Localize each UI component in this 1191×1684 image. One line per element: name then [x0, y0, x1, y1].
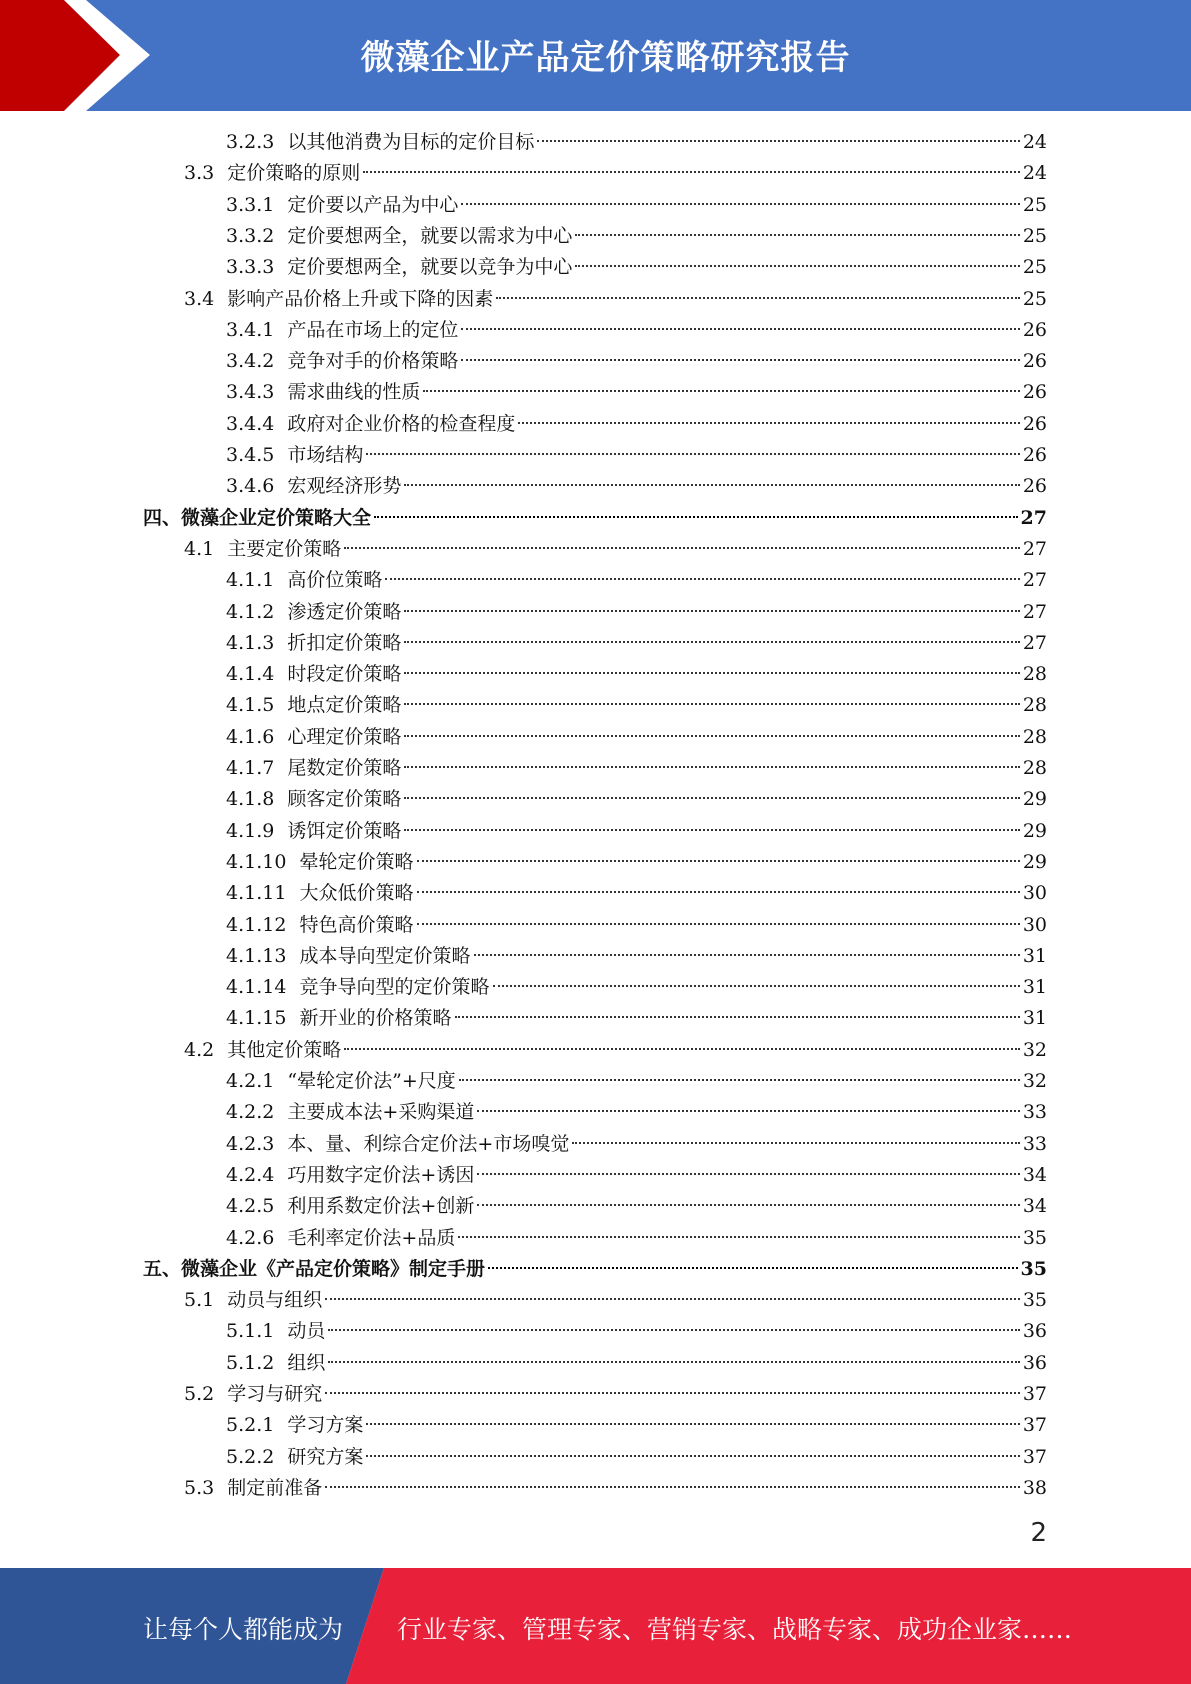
toc-entry-number: 5.3 [184, 1476, 215, 1499]
toc-entry-number: 3.4 [184, 287, 215, 310]
toc-entry[interactable] [226, 127, 1047, 158]
toc-entry-number: 4.1.2 [226, 600, 275, 623]
toc-entry-text: 诱饵定价策略 [287, 819, 402, 842]
toc-entry-number: 4.1.6 [226, 725, 275, 748]
toc-entry-page: 27 [1020, 506, 1047, 529]
toc-dot-leader [477, 1110, 1019, 1112]
toc-entry-page: 24 [1022, 131, 1047, 153]
toc-dot-leader [363, 171, 1020, 173]
toc-entry[interactable] [226, 377, 1047, 408]
toc-entry-page: 37 [1022, 1414, 1047, 1437]
toc-entry[interactable] [226, 816, 1047, 847]
toc-entry-title [226, 1066, 459, 1097]
toc-entry-title [184, 1379, 325, 1410]
toc-entry-text: 市场结构 [287, 444, 364, 466]
toc-entry-page: 37 [1022, 1383, 1047, 1405]
toc-dot-leader [325, 1298, 1020, 1300]
toc-entry-title [226, 221, 575, 252]
toc-entry[interactable] [226, 221, 1047, 252]
toc-entry-text: 微藻企业定价策略大全 [181, 506, 372, 529]
toc-dot-leader [325, 1392, 1020, 1394]
toc-entry-number: 3.4.1 [226, 318, 275, 341]
toc-entry[interactable] [226, 190, 1047, 221]
toc-entry-number: 3.4.6 [226, 475, 275, 498]
toc-entry-page: 38 [1022, 1476, 1047, 1499]
toc-entry-page: 28 [1022, 694, 1047, 717]
toc-entry-text: 组织 [287, 1351, 326, 1374]
toc-dot-leader [518, 422, 1019, 424]
toc-entry-title [226, 471, 404, 502]
toc-entry[interactable] [184, 534, 1047, 565]
toc-entry-number: 3.3 [184, 162, 215, 185]
toc-entry[interactable] [226, 1129, 1047, 1160]
toc-dot-leader [461, 359, 1019, 361]
toc-dot-leader [385, 578, 1019, 580]
toc-entry-number: 5.1 [184, 1289, 215, 1312]
toc-entry-page: 30 [1022, 913, 1047, 936]
toc-entry-title [184, 1285, 325, 1316]
toc-entry-number: 4.1.15 [226, 1007, 287, 1030]
page-header [0, 0, 1191, 111]
toc-entry-number: 4.2.4 [226, 1163, 275, 1186]
toc-entry-number: 4.1.4 [226, 663, 275, 686]
toc-entry-page: 25 [1022, 256, 1047, 279]
toc-dot-leader [477, 1173, 1019, 1175]
toc-entry-page: 27 [1022, 537, 1047, 560]
toc-entry[interactable] [226, 1442, 1047, 1473]
toc-entry-title [226, 816, 404, 847]
toc-dot-leader [575, 234, 1019, 236]
toc-dot-leader [366, 1423, 1019, 1425]
toc-entry[interactable] [184, 284, 1047, 315]
toc-entry-title [226, 377, 423, 408]
toc-entry-number: 4.1.13 [226, 944, 287, 967]
toc-entry-title [226, 1316, 328, 1347]
toc-entry-number: 4.2.2 [226, 1101, 275, 1124]
toc-entry[interactable] [226, 753, 1047, 784]
toc-entry-title [143, 1254, 488, 1285]
toc-entry-text: 定价要想两全，就要以需求为中心 [287, 224, 573, 247]
toc-entry[interactable] [226, 252, 1047, 283]
toc-entry-text: 晕轮定价策略 [299, 850, 414, 873]
toc-entry-text: 折扣定价策略 [287, 631, 402, 654]
toc-dot-leader [344, 547, 1020, 549]
toc-entry-title [226, 440, 366, 471]
toc-entry-text: 地点定价策略 [287, 694, 402, 717]
toc-dot-leader [404, 766, 1019, 768]
toc-entry-text: 主要成本法+采购渠道 [287, 1101, 475, 1124]
toc-entry-title [226, 972, 493, 1003]
toc-entry-number: 4.1.12 [226, 913, 287, 936]
toc-entry-number: 4.2.6 [226, 1226, 275, 1249]
toc-entry-title [226, 127, 537, 158]
toc-entry[interactable] [226, 722, 1047, 753]
toc-entry-number: 4.1.10 [226, 850, 287, 873]
toc-entry-text: 制定前准备 [227, 1476, 323, 1499]
toc-entry-title [226, 878, 417, 909]
toc-entry-text: 影响产品价格上升或下降的因素 [227, 287, 494, 310]
page-footer [0, 1568, 1191, 1684]
toc-entry-text: 高价位策略 [287, 569, 383, 592]
toc-entry-title [226, 690, 404, 721]
toc-entry-title [226, 910, 417, 941]
toc-entry-text: 顾客定价策略 [287, 788, 402, 811]
toc-entry-title [184, 1473, 325, 1504]
toc-entry-number: 5.2 [184, 1383, 215, 1405]
toc-entry-number: 3.3.3 [226, 256, 275, 279]
toc-entry-title [143, 503, 374, 534]
toc-dot-leader [366, 1455, 1019, 1457]
toc-entry-title [184, 158, 363, 189]
toc-entry-title [226, 190, 461, 221]
toc-entry[interactable] [226, 910, 1047, 941]
toc-entry-title [226, 565, 385, 596]
toc-dot-leader [488, 1267, 1018, 1269]
toc-entry[interactable] [184, 1285, 1047, 1316]
toc-entry-page: 29 [1022, 819, 1047, 842]
toc-dot-leader [404, 484, 1019, 486]
toc-entry[interactable] [226, 1410, 1047, 1441]
toc-entry-text: 新开业的价格策略 [299, 1007, 452, 1030]
toc-dot-leader [461, 328, 1019, 330]
toc-entry[interactable] [226, 440, 1047, 471]
toc-entry-title [226, 315, 461, 346]
toc-dot-leader [417, 860, 1020, 862]
toc-entry-title [226, 1129, 572, 1160]
toc-entry-page: 27 [1022, 631, 1047, 654]
toc-entry-page: 24 [1022, 162, 1047, 185]
toc-dot-leader [404, 797, 1019, 799]
toc-entry-page: 33 [1022, 1132, 1047, 1155]
toc-entry-number: 4.1.9 [226, 819, 275, 842]
toc-entry[interactable] [143, 503, 1047, 534]
toc-entry[interactable] [226, 659, 1047, 690]
toc-entry-page: 28 [1022, 725, 1047, 748]
toc-entry-text: 政府对企业价格的检查程度 [287, 412, 516, 435]
toc-entry-text: 本、量、利综合定价法+市场嗅觉 [287, 1132, 570, 1155]
toc-entry-text: “晕轮定价法”+尺度 [287, 1070, 456, 1092]
toc-entry[interactable] [184, 1379, 1047, 1410]
toc-entry-text: 成本导向型定价策略 [299, 944, 471, 967]
toc-entry-title [226, 346, 461, 377]
toc-entry[interactable] [226, 1223, 1047, 1254]
toc-dot-leader [404, 735, 1019, 737]
toc-entry-number: 五、 [143, 1257, 182, 1280]
toc-dot-leader [458, 1236, 1019, 1238]
toc-entry-number: 4.1.11 [226, 882, 287, 905]
toc-entry-page: 35 [1022, 1289, 1047, 1312]
toc-entry-title [226, 1410, 366, 1441]
toc-entry[interactable] [226, 628, 1047, 659]
toc-entry-title [226, 1348, 328, 1379]
toc-entry-page: 32 [1022, 1070, 1047, 1092]
toc-entry[interactable] [226, 597, 1047, 628]
toc-entry-page: 25 [1022, 224, 1047, 247]
toc-dot-leader [572, 1142, 1019, 1144]
toc-entry-page: 26 [1022, 381, 1047, 404]
toc-entry-text: 利用系数定价法+创新 [287, 1195, 475, 1218]
toc-entry-text: 动员 [287, 1320, 326, 1343]
toc-dot-leader [404, 672, 1019, 674]
toc-entry-page: 34 [1022, 1195, 1047, 1218]
toc-entry-number: 4.1.8 [226, 788, 275, 811]
toc-entry-number: 3.2.3 [226, 131, 275, 153]
toc-entry-title [226, 659, 404, 690]
toc-entry-text: 时段定价策略 [287, 663, 402, 686]
toc-dot-leader [328, 1361, 1019, 1363]
toc-entry-number: 3.4.4 [226, 412, 275, 435]
page-number: 2 [1030, 1518, 1047, 1548]
toc-entry-page: 29 [1022, 850, 1047, 873]
toc-entry[interactable] [226, 409, 1047, 440]
toc-entry-page: 30 [1022, 882, 1047, 905]
toc-entry[interactable] [226, 471, 1047, 502]
toc-entry-page: 31 [1022, 1007, 1047, 1030]
toc-dot-leader [417, 923, 1020, 925]
toc-entry[interactable] [226, 346, 1047, 377]
toc-entry-title [184, 1035, 344, 1066]
toc-entry-number: 3.4.3 [226, 381, 275, 404]
toc-entry-number: 3.3.1 [226, 193, 275, 216]
toc-entry-number: 3.3.2 [226, 224, 275, 247]
toc-dot-leader [459, 1079, 1020, 1081]
toc-entry[interactable] [184, 1473, 1047, 1504]
toc-entry-page: 28 [1022, 663, 1047, 686]
toc-entry-page: 27 [1022, 600, 1047, 623]
toc-entry-page: 33 [1022, 1101, 1047, 1124]
toc-entry[interactable] [226, 1316, 1047, 1347]
toc-entry-text: 动员与组织 [227, 1289, 323, 1312]
toc-dot-leader [477, 1204, 1019, 1206]
toc-entry-text: 渗透定价策略 [287, 600, 402, 623]
toc-entry-title [226, 753, 404, 784]
toc-entry-title [226, 784, 404, 815]
toc-entry-number: 5.1.1 [226, 1320, 275, 1343]
toc-dot-leader [404, 610, 1019, 612]
toc-entry-text: 定价策略的原则 [227, 162, 361, 185]
toc-entry[interactable] [226, 1348, 1047, 1379]
toc-entry-text: 宏观经济形势 [287, 475, 402, 498]
toc-entry[interactable] [226, 1097, 1047, 1128]
toc-dot-leader [344, 1048, 1020, 1050]
toc-entry-page: 36 [1022, 1351, 1047, 1374]
toc-entry-page: 26 [1022, 350, 1047, 373]
toc-entry-page: 34 [1022, 1163, 1047, 1186]
toc-entry[interactable] [226, 941, 1047, 972]
toc-dot-leader [537, 140, 1019, 142]
toc-entry[interactable] [143, 1254, 1047, 1285]
document-title: 微藻企业产品定价策略研究报告 [360, 38, 851, 78]
toc-entry-number: 5.2.1 [226, 1414, 275, 1437]
footer-slogan-left: 让每个人都能成为 [143, 1615, 344, 1644]
toc-dot-leader [328, 1329, 1019, 1331]
toc-dot-leader [493, 985, 1020, 987]
toc-entry-title [184, 534, 344, 565]
toc-entry-text: 特色高价策略 [299, 913, 414, 936]
toc-entry-number: 4.1.5 [226, 694, 275, 717]
toc-entry-page: 28 [1022, 757, 1047, 779]
toc-entry-text: 尾数定价策略 [287, 757, 402, 779]
toc-entry-number: 4.1 [184, 537, 215, 560]
toc-entry[interactable] [226, 690, 1047, 721]
toc-entry[interactable] [184, 1035, 1047, 1066]
toc-entry[interactable] [184, 158, 1047, 189]
toc-entry[interactable] [226, 784, 1047, 815]
toc-entry-page: 25 [1022, 287, 1047, 310]
toc-dot-leader [455, 1016, 1020, 1018]
toc-entry-title [226, 1191, 477, 1222]
toc-entry[interactable] [226, 972, 1047, 1003]
toc-entry-number: 四、 [143, 506, 182, 529]
toc-entry[interactable] [226, 1191, 1047, 1222]
toc-dot-leader [404, 641, 1019, 643]
toc-dot-leader [404, 829, 1019, 831]
toc-entry-number: 4.2.1 [226, 1070, 275, 1092]
toc-entry-text: 以其他消费为目标的定价目标 [287, 131, 535, 153]
toc-entry-text: 竞争对手的价格策略 [287, 350, 459, 373]
toc-entry-title [226, 597, 404, 628]
toc-entry-page: 25 [1022, 193, 1047, 216]
toc-entry-title [226, 409, 518, 440]
toc-entry-page: 36 [1022, 1320, 1047, 1343]
toc-entry-page: 31 [1022, 944, 1047, 967]
toc-entry-page: 26 [1022, 412, 1047, 435]
toc-dot-leader [575, 265, 1019, 267]
toc-entry-number: 4.1.1 [226, 569, 275, 592]
toc-entry-page: 27 [1022, 569, 1047, 592]
toc-entry-number: 4.1.14 [226, 976, 287, 999]
toc-entry-title [226, 941, 474, 972]
footer-slogan-right: 行业专家、管理专家、营销专家、战略专家、成功企业家…… [397, 1615, 1073, 1644]
toc-entry[interactable] [226, 315, 1047, 346]
toc-dot-leader [366, 453, 1019, 455]
toc-dot-leader [374, 516, 1018, 518]
toc-entry-number: 5.2.2 [226, 1445, 275, 1468]
toc-entry[interactable] [226, 1003, 1047, 1034]
toc-entry[interactable] [226, 1160, 1047, 1191]
toc-entry[interactable] [226, 878, 1047, 909]
toc-entry-title [226, 628, 404, 659]
toc-entry[interactable] [226, 1066, 1047, 1097]
toc-entry-number: 3.4.2 [226, 350, 275, 373]
toc-entry-text: 研究方案 [287, 1445, 364, 1468]
toc-entry-page: 37 [1022, 1445, 1047, 1468]
toc-entry-number: 4.2.3 [226, 1132, 275, 1155]
toc-entry-title [226, 1003, 455, 1034]
toc-entry-text: 竞争导向型的定价策略 [299, 976, 490, 999]
toc-entry-text: 心理定价策略 [287, 725, 402, 748]
toc-entry-text: 大众低价策略 [299, 882, 414, 905]
toc-entry-page: 26 [1022, 475, 1047, 498]
toc-entry-number: 3.4.5 [226, 444, 275, 466]
toc-dot-leader [417, 891, 1020, 893]
toc-entry-text: 学习与研究 [227, 1383, 323, 1405]
toc-entry-page: 35 [1022, 1226, 1047, 1249]
toc-dot-leader [325, 1486, 1020, 1488]
toc-entry-text: 产品在市场上的定位 [287, 318, 459, 341]
toc-entry[interactable] [226, 847, 1047, 878]
toc-entry-text: 巧用数字定价法+诱因 [287, 1163, 475, 1186]
toc-entry-page: 26 [1022, 444, 1047, 466]
toc-entry-title [226, 722, 404, 753]
toc-entry-text: 定价要想两全，就要以竞争为中心 [287, 256, 573, 279]
toc-entry-page: 26 [1022, 318, 1047, 341]
toc-dot-leader [496, 297, 1020, 299]
toc-entry[interactable] [226, 565, 1047, 596]
toc-entry-text: 毛利率定价法+品质 [287, 1226, 456, 1249]
toc-entry-number: 4.1.7 [226, 757, 275, 779]
toc-entry-number: 5.1.2 [226, 1351, 275, 1374]
toc-dot-leader [404, 703, 1019, 705]
toc-entry-page: 31 [1022, 976, 1047, 999]
toc-entry-title [226, 1223, 458, 1254]
toc-entry-number: 4.1.3 [226, 631, 275, 654]
toc-entry-text: 定价要以产品为中心 [287, 193, 459, 216]
toc-entry-text: 主要定价策略 [227, 537, 342, 560]
toc-entry-text: 需求曲线的性质 [287, 381, 421, 404]
toc-entry-title [226, 847, 417, 878]
toc-entry-title [226, 1097, 477, 1128]
toc-entry-page: 29 [1022, 788, 1047, 811]
toc-entry-page: 35 [1020, 1257, 1047, 1280]
toc-entry-number: 4.2 [184, 1038, 215, 1061]
toc-entry-title [184, 284, 496, 315]
toc-dot-leader [461, 203, 1019, 205]
toc-dot-leader [474, 954, 1020, 956]
toc-entry-text: 微藻企业《产品定价策略》制定手册 [181, 1257, 486, 1280]
toc-dot-leader [423, 390, 1019, 392]
toc-entry-title [226, 1160, 477, 1191]
toc-entry-number: 4.2.5 [226, 1195, 275, 1218]
toc-entry-page: 32 [1022, 1038, 1047, 1061]
toc-entry-title [226, 252, 575, 283]
toc-entry-text: 学习方案 [287, 1414, 364, 1437]
toc-entry-text: 其他定价策略 [227, 1038, 342, 1061]
toc-entry-title [226, 1442, 366, 1473]
